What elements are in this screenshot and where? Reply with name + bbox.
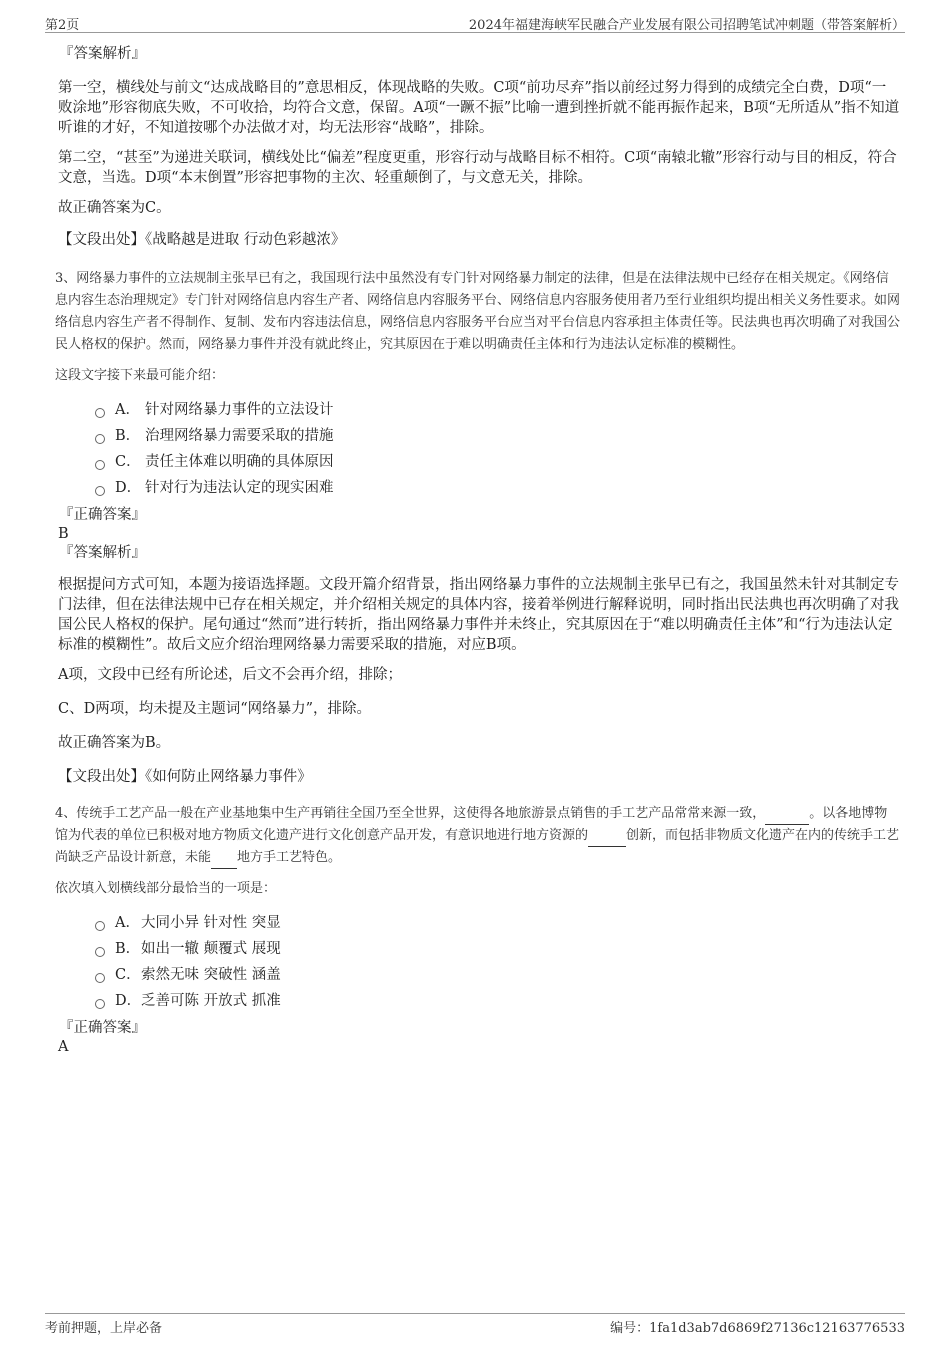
fill-blank <box>765 824 809 825</box>
question-4-prompt: 依次填入划横线部分最恰当的一项是： <box>55 881 277 896</box>
analysis-paragraph: 第一空，横线处与前文“达成战略目的”意思相反，体现战略的失败。C项“前功尽弃”指以前经过努力得到的成绩完全白费，D项“一败涂地”形容彻底失败，不可收拾，均符合文意，保留。A项“一蹶不振”比喻一遭到挫折就不能再振作起来，B项“无所适从”指不知道听谁的才好，不知道按哪个办法做才对，均无法形容“战略”，排除。 <box>58 80 900 136</box>
question-3-text: 3、网络暴力事件的立法规制主张早已有之，我国现行法中虽然没有专门针对网络暴力制定的法律，但是在法律法规中已经存在相关规定。《网络信息内容生态治理规定》专门针对网络信息内容生产者、网络信息内容服务平台、网络信息内容服务使用者乃至行业组织均提出相关义务性要求。如网络信息内容生产者不得制作、复制、发布内容违法信息，网络信息内容服务平台应当对平台信息内容承担主体责任等。民法典也再次明确了对我国公民人格权的保护。然而，网络暴力事件并没有就此终止，究其原因在于难以明确责任主体和行为违法认定标准的模糊性。 <box>55 271 901 352</box>
option-b[interactable]: B． 治理网络暴力需要采取的措施 <box>95 423 900 449</box>
analysis-paragraph: C、D两项，均未提及主题词“网络暴力”，排除。 <box>58 701 372 717</box>
analysis-paragraph: 根据提问方式可知，本题为接语选择题。文段开篇介绍背景，指出网络暴力事件的立法规制主张早已有之，我国虽然未针对其制定专门法律，但在法律法规中已存在相关规定，并介绍相关规定的具体内容，接着举例进行解释说明，同时指出民法典也再次明确了对我国公民人格权的保护。尾句通过“然而”进行转折，指出网络暴力事件并未终止，究其原因在于“难以明确责任主体”和“行为违法认定标准的模糊性”。故后文应介绍治理网络暴力需要采取的措施，对应B项。 <box>58 577 899 653</box>
document-id: 编号：1fa1d3ab7d6869f27136c12163776533 <box>610 1321 905 1336</box>
correct-answer: B <box>58 526 69 542</box>
page-number: 第2页 <box>45 18 80 33</box>
footer-slogan: 考前押题，上岸必备 <box>45 1321 163 1336</box>
fill-blank <box>588 846 626 847</box>
page-header <box>45 12 905 33</box>
conclusion: 故正确答案为B。 <box>58 735 171 751</box>
radio-icon[interactable] <box>95 486 105 496</box>
radio-icon[interactable] <box>95 408 105 418</box>
page-footer <box>45 1313 905 1336</box>
analysis-paragraph: A项，文段中已经有所论述，后文不会再介绍，排除； <box>58 667 402 683</box>
radio-icon[interactable] <box>95 973 105 983</box>
question-3-options <box>95 397 900 501</box>
analysis-label: 『答案解析』 <box>59 46 146 62</box>
fill-blank <box>211 868 237 869</box>
radio-icon[interactable] <box>95 460 105 470</box>
source-citation: 【文段出处】《战略越是进取 行动色彩越浓》 <box>58 232 346 248</box>
radio-icon[interactable] <box>95 947 105 957</box>
document-title: 2024年福建海峡军民融合产业发展有限公司招聘笔试冲刺题（带答案解析） <box>468 18 905 33</box>
correct-answer: A <box>58 1039 69 1055</box>
option-a[interactable]: A． 大同小异 针对性 突显 <box>95 910 900 936</box>
question-4-text: 4、传统手工艺产品一般在产业基地集中生产再销往全国乃至全世界，这使得各地旅游景点销售的手工艺产品常常来源一致， 。以各地博物馆为代表的单位已积极对地方物质文化遗产进行文化创意产品开发，有意识地进行地方资源的 创新，而包括非物质文化遗产在内的传统手工艺尚缺乏产品设计新意，未能 地方手工艺特色。 <box>55 803 900 869</box>
option-a[interactable]: A． 针对网络暴力事件的立法设计 <box>95 397 900 423</box>
correct-answer-label: 『正确答案』 <box>59 507 146 523</box>
option-c[interactable]: C． 责任主体难以明确的具体原因 <box>95 449 900 475</box>
radio-icon[interactable] <box>95 999 105 1009</box>
conclusion: 故正确答案为C。 <box>58 200 171 216</box>
radio-icon[interactable] <box>95 434 105 444</box>
question-4-options <box>95 910 900 1014</box>
option-b[interactable]: B． 如出一辙 颠覆式 展现 <box>95 936 900 962</box>
analysis-label: 『答案解析』 <box>59 545 146 561</box>
correct-answer-label: 『正确答案』 <box>59 1020 146 1036</box>
page-content <box>55 44 900 1056</box>
source-citation: 【文段出处】《如何防止网络暴力事件》 <box>58 769 312 785</box>
question-3-prompt: 这段文字接下来最可能介绍： <box>55 368 225 383</box>
option-d[interactable]: D． 乏善可陈 开放式 抓准 <box>95 988 900 1014</box>
option-d[interactable]: D． 针对行为违法认定的现实困难 <box>95 475 900 501</box>
analysis-paragraph: 第二空，“甚至”为递进关联词，横线处比“偏差”程度更重，形容行动与战略目标不相符。C项“南辕北辙”形容行动与目的相反，符合文意，当选。D项“本末倒置”形容把事物的主次、轻重颠倒了，与文意无关，排除。 <box>58 150 897 186</box>
radio-icon[interactable] <box>95 921 105 931</box>
option-c[interactable]: C． 索然无味 突破性 涵盖 <box>95 962 900 988</box>
